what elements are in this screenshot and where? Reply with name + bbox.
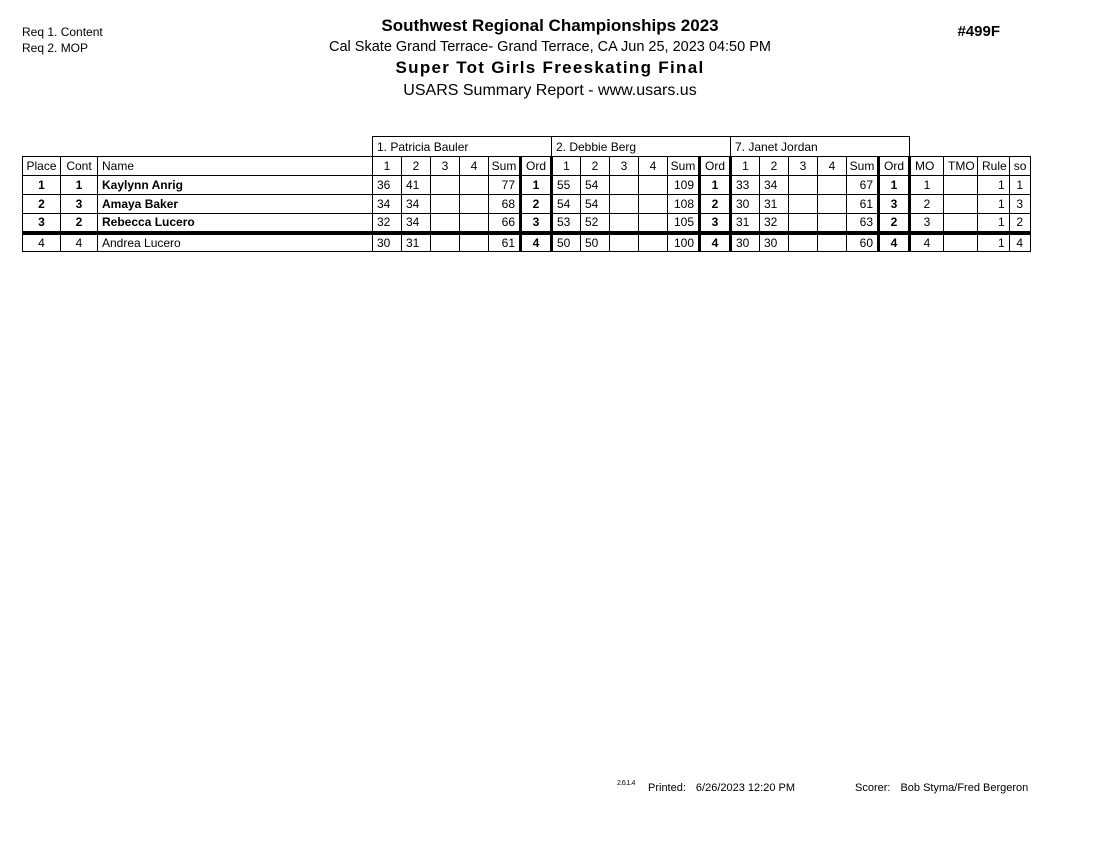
mo-cell: 3 [910,214,944,233]
judge2-ord-cell: 3 [700,214,731,233]
table-row [23,214,1031,233]
judge1-score-3 [431,214,460,233]
judge1-sum-cell: 61 [489,233,521,252]
judge2-score-2: 52 [581,214,610,233]
req-line-2: Req 2. MOP [22,41,89,55]
judge3-sum-cell: 60 [847,233,879,252]
judge3-sum-cell: 67 [847,176,879,195]
header-judge3-sum: Sum [847,157,879,176]
results-table [22,136,1031,252]
table-row [23,176,1031,195]
header-judge3-ord: Ord [879,157,910,176]
judge1-score-2: 34 [402,214,431,233]
column-header-row [23,157,1031,176]
header-judge1-sum: Sum [489,157,521,176]
judge2-score-2: 54 [581,176,610,195]
judge1-sum-cell: 68 [489,195,521,214]
so-cell: 2 [1009,214,1030,233]
scorer-line [855,782,1028,794]
cont-cell: 4 [61,233,98,252]
header-judge3-1: 1 [731,157,760,176]
mo-cell: 4 [910,233,944,252]
header-mo: MO [910,157,944,176]
judge3-score-3 [789,176,818,195]
scorer-value: Bob Styma/Fred Bergeron [900,782,1029,794]
judge1-score-1: 32 [373,214,402,233]
judge2-score-1: 54 [552,195,581,214]
judge2-score-4 [639,195,668,214]
judge3-ord-cell: 3 [879,195,910,214]
judge-row-right-spacer [910,137,1031,157]
header-judge3-4: 4 [818,157,847,176]
cont-cell: 3 [61,195,98,214]
judge3-score-4 [818,195,847,214]
judge-row-left-spacer [23,137,373,157]
mo-cell: 1 [910,176,944,195]
header-place: Place [23,157,61,176]
event-title: Super Tot Girls Freeskating Final [395,58,705,77]
name-cell: Amaya Baker [98,195,373,214]
judge2-score-2: 54 [581,195,610,214]
tmo-cell [944,176,978,195]
header-name: Name [98,157,373,176]
header-tmo: TMO [944,157,978,176]
report-title: USARS Summary Report - www.usars.us [403,82,697,99]
cont-cell: 2 [61,214,98,233]
rule-cell: 1 [978,233,1010,252]
header-judge1-2: 2 [402,157,431,176]
judge2-score-3 [610,195,639,214]
judge2-score-4 [639,214,668,233]
printed-value: 6/26/2023 12:20 PM [695,782,795,794]
judge3-score-3 [789,233,818,252]
judge1-score-2: 34 [402,195,431,214]
judge3-score-2: 34 [760,176,789,195]
table-row [23,233,1031,252]
judge2-ord-cell: 2 [700,195,731,214]
judge3-score-2: 30 [760,233,789,252]
judge3-sum-cell: 63 [847,214,879,233]
header-so: so [1009,157,1030,176]
judge1-score-4 [460,195,489,214]
header-rule: Rule [978,157,1010,176]
judge2-ord-cell: 1 [700,176,731,195]
report-header [0,16,1100,100]
judge1-ord-cell: 3 [521,214,552,233]
so-cell: 3 [1009,195,1030,214]
judge3-score-2: 32 [760,214,789,233]
judge2-score-4 [639,176,668,195]
header-judge3-2: 2 [760,157,789,176]
so-cell: 1 [1009,176,1030,195]
tmo-cell [944,195,978,214]
header-judge2-1: 1 [552,157,581,176]
judge2-score-4 [639,233,668,252]
heat-number: #499F [957,23,1000,40]
judge3-score-4 [818,214,847,233]
judge2-sum-cell: 108 [668,195,700,214]
mo-cell: 2 [910,195,944,214]
judge1-score-3 [431,195,460,214]
header-judge2-4: 4 [639,157,668,176]
competition-title: Southwest Regional Championships 2023 [381,16,719,35]
judge2-score-2: 50 [581,233,610,252]
table-row [23,195,1031,214]
name-cell: Kaylynn Anrig [98,176,373,195]
header-judge1-1: 1 [373,157,402,176]
judge1-score-1: 30 [373,233,402,252]
venue-datetime: Cal Skate Grand Terrace- Grand Terrace, CA Jun 25, 2023 04:50 PM [329,39,771,55]
judge1-score-3 [431,233,460,252]
header-judge1-3: 3 [431,157,460,176]
judge2-sum-cell: 105 [668,214,700,233]
judge3-ord-cell: 4 [879,233,910,252]
so-cell: 4 [1009,233,1030,252]
cont-cell: 1 [61,176,98,195]
judge1-ord-cell: 1 [521,176,552,195]
judge2-score-3 [610,176,639,195]
tmo-cell [944,233,978,252]
judge1-score-4 [460,176,489,195]
judge1-ord-cell: 2 [521,195,552,214]
name-cell: Rebecca Lucero [98,214,373,233]
scorer-label: Scorer: [855,782,891,794]
tmo-cell [944,214,978,233]
judge1-score-1: 36 [373,176,402,195]
judge-name-3: 7. Janet Jordan [731,137,910,157]
judge2-score-3 [610,214,639,233]
header-cont: Cont [61,157,98,176]
judge2-ord-cell: 4 [700,233,731,252]
judge2-sum-cell: 100 [668,233,700,252]
judge1-score-2: 31 [402,233,431,252]
rule-cell: 1 [978,176,1010,195]
judge1-score-3 [431,176,460,195]
judge3-score-1: 33 [731,176,760,195]
judge-name-1: 1. Patricia Bauler [373,137,552,157]
place-cell: 3 [23,214,61,233]
judge-header-row [23,137,1031,157]
judge1-score-1: 34 [373,195,402,214]
judge1-score-4 [460,233,489,252]
results-table-body [23,176,1031,252]
judge1-score-4 [460,214,489,233]
rule-cell: 1 [978,195,1010,214]
judge3-score-1: 30 [731,233,760,252]
rule-cell: 1 [978,214,1010,233]
place-cell: 2 [23,195,61,214]
place-cell: 1 [23,176,61,195]
version-note: 2.6.1.4 [617,780,635,787]
judge3-score-4 [818,176,847,195]
judge1-ord-cell: 4 [521,233,552,252]
judge2-score-3 [610,233,639,252]
header-judge2-2: 2 [581,157,610,176]
results-table-wrap [22,136,1031,252]
header-judge1-ord: Ord [521,157,552,176]
judge1-sum-cell: 66 [489,214,521,233]
judge2-score-1: 50 [552,233,581,252]
judge2-sum-cell: 109 [668,176,700,195]
judge2-score-1: 53 [552,214,581,233]
judge3-ord-cell: 1 [879,176,910,195]
results-table-head [23,137,1031,176]
printed-label: Printed: [648,782,686,794]
judge3-score-3 [789,195,818,214]
judge1-sum-cell: 77 [489,176,521,195]
header-judge2-sum: Sum [668,157,700,176]
header-judge1-4: 4 [460,157,489,176]
judge3-score-1: 30 [731,195,760,214]
judge2-score-1: 55 [552,176,581,195]
judge3-score-2: 31 [760,195,789,214]
printed-line [648,782,795,794]
judge3-ord-cell: 2 [879,214,910,233]
judge3-score-4 [818,233,847,252]
name-cell: Andrea Lucero [98,233,373,252]
judge3-score-1: 31 [731,214,760,233]
judge3-sum-cell: 61 [847,195,879,214]
judge-name-2: 2. Debbie Berg [552,137,731,157]
req-line-1: Req 1. Content [22,25,103,39]
place-cell: 4 [23,233,61,252]
header-judge2-ord: Ord [700,157,731,176]
judge3-score-3 [789,214,818,233]
header-judge2-3: 3 [610,157,639,176]
header-judge3-3: 3 [789,157,818,176]
judge1-score-2: 41 [402,176,431,195]
